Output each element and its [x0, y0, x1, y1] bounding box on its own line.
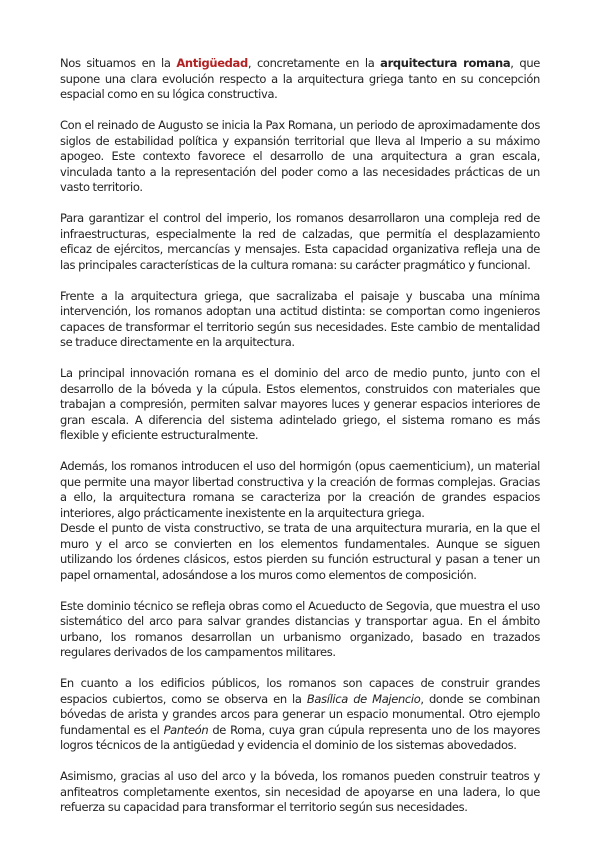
paragraph-text: En cuanto a los edificios públicos, los romanos son capaces de construir grandes espacios cubiertos, como se observa en la [60, 676, 540, 706]
paragraph-text: , que supone una clara evolución respecto a la arquitectura griega tanto en su concepción espacial como en su lógica constructiva. [60, 56, 540, 101]
paragraph-infraestructuras: Para garantizar el control del imperio, los romanos desarrollaron una compleja red de infraestructuras, especialmente la red de calzadas, que permitía el desplazamiento eficaz de ejércitos, mercancías y mensajes. Esta capacidad organizativa refleja una de las principales características de la cultura romana: su carácter pragmático y funcional. [60, 211, 540, 272]
paragraph-text: , concretamente en la [247, 56, 381, 70]
paragraph-innovacion: La principal innovación romana es el dominio del arco de medio punto, junto con el desarrollo de la bóveda y la cúpula. Estos elementos, construidos con materiales que trabajan a compresión, permiten salvar mayores luces y generar espacios interiores de gran escala. A diferencia del sistema adintelado griego, el sistema romano es más flexible y eficiente estructuralmente. [60, 366, 540, 442]
paragraph-intro [60, 56, 540, 103]
paragraph-hormigon: Además, los romanos introducen el uso del hormigón (opus caementicium), un material que permite una mayor libertad constructiva y la creación de formas complejas. Gracias a ello, la arquitectura romana se caracteriza por la creación de grandes espacios interiores, algo prácticamente inexistente en la arquitectura griega. [60, 459, 540, 520]
paragraph-frente-griega: Frente a la arquitectura griega, que sacralizaba el paisaje y buscaba una mínima intervención, los romanos adoptan una actitud distinta: se comportan como ingenieros capaces de transformar el territorio según sus necesidades. Este cambio de mentalidad se traduce directamente en la arquitectura. [60, 288, 540, 349]
paragraph-text: de Roma, cuya gran cúpula representa uno de los mayores logros técnicos de la antigüedad y evidencia el dominio de los sistemas abovedados. [60, 722, 541, 752]
paragraph-acueducto: Este dominio técnico se refleja obras como el Acueducto de Segovia, que muestra el uso sistemático del arco para salvar grandes distancias y transportar agua. En el ámbito urbano, los romanos desarrollan un urbanismo organizado, basado en trazados regulares derivados de los campamentos militares. [60, 598, 540, 659]
paragraph-constructivo: Desde el punto de vista constructivo, se trata de una arquitectura muraria, en la que el muro y el arco se convierten en los elementos fundamentales. Aunque se siguen utilizando los órdenes clásicos, estos pierden su función estructural y pasan a tener un papel ornamental, adosándose a los muros como elementos de composición. [60, 521, 540, 582]
highlighted-term: Antigüedad [176, 56, 248, 70]
paragraph-edificios-publicos [60, 676, 540, 754]
paragraph-text: Nos situamos en la [60, 56, 177, 70]
paragraph-text: , donde se combinan bóvedas de arista y grandes arcos para generar un espacio monumental. Otro ejemplo fundamental es el [60, 691, 540, 737]
italic-term: Panteón [163, 722, 209, 737]
paragraph-teatros: Asimismo, gracias al uso del arco y la bóveda, los romanos pueden construir teatros y anfiteatros completamente exentos, sin necesidad de apoyarse en una ladera, lo que refuerza su capacidad para transformar el territorio según sus necesidades. [60, 769, 540, 814]
bold-term: arquitectura romana [380, 56, 511, 70]
document-page [60, 56, 540, 831]
paragraph-pax-romana: Con el reinado de Augusto se inicia la Pax Romana, un periodo de aproximadamente dos siglos de estabilidad política y expansión territorial que lleva al Imperio a su máximo apogeo. Este contexto favorece el desarrollo de una arquitectura a gran escala, vinculada tanto a la representación del poder como a las necesidades prácticas de un vasto territorio. [60, 118, 540, 194]
italic-term: Basílica de Majencio [306, 691, 421, 706]
